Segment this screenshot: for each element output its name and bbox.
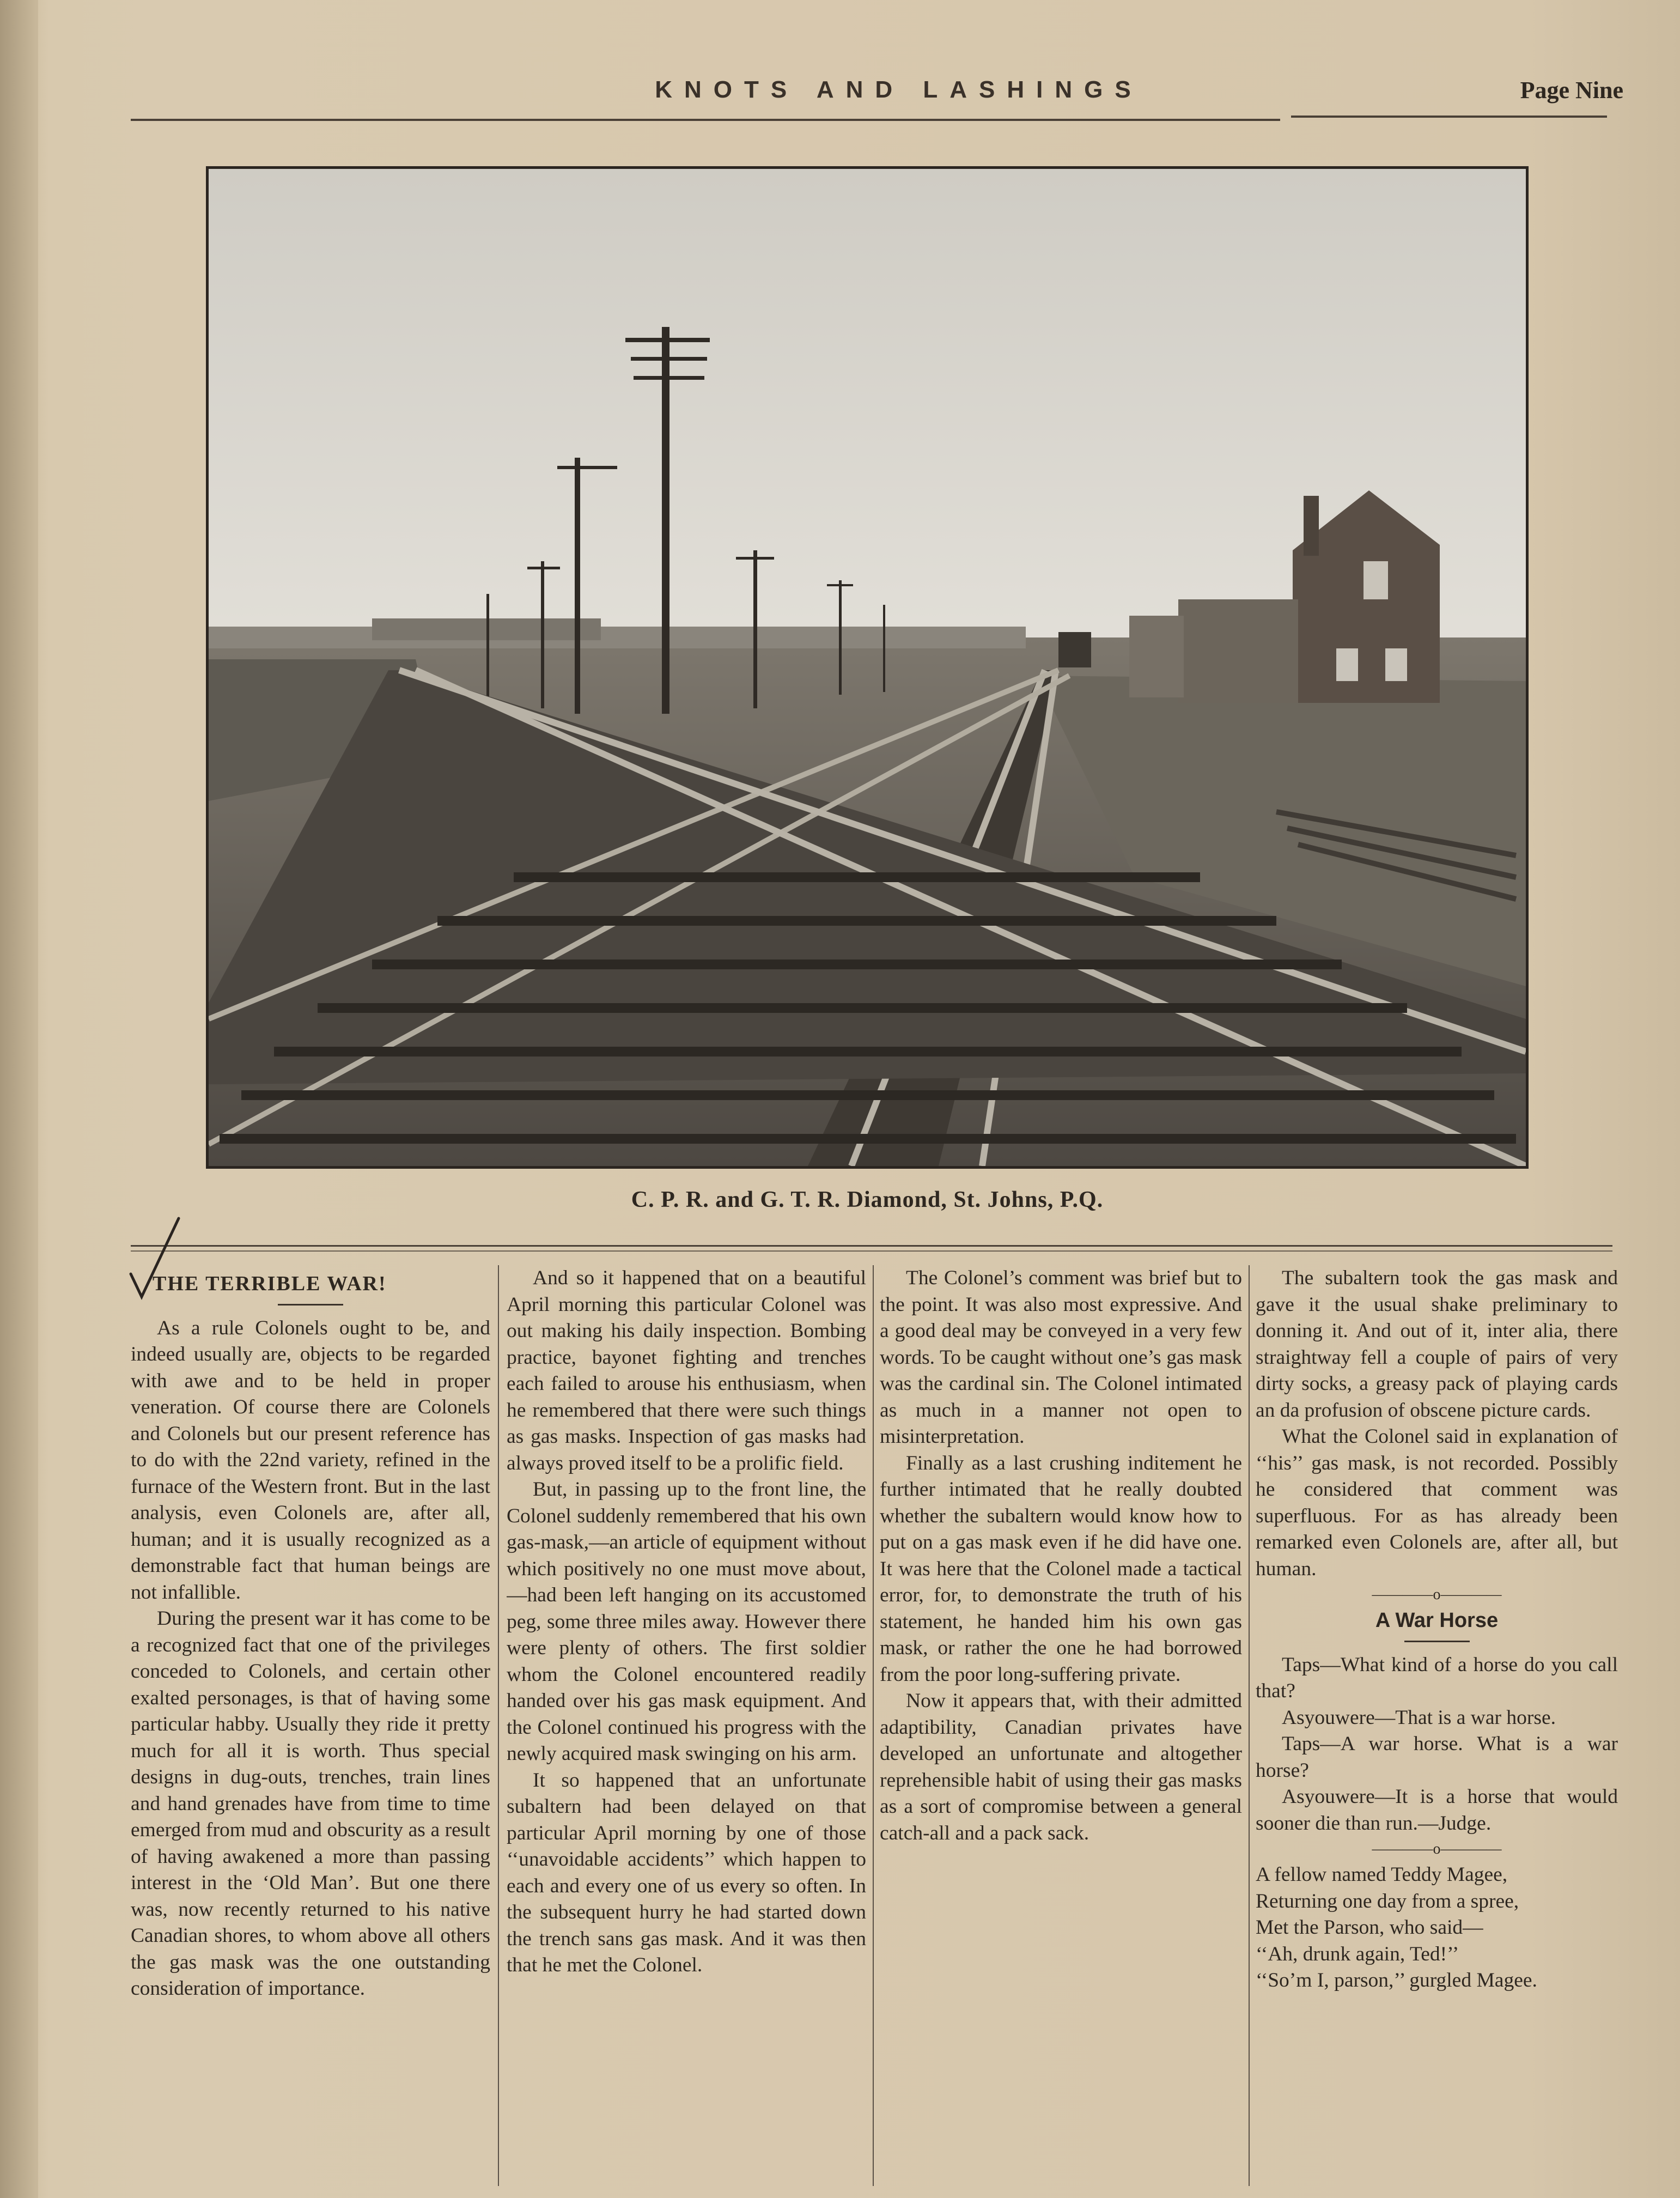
verse-line: ‘‘So’m I, parson,’’ gurgled Magee. — [1256, 1969, 1537, 1991]
photo-illustration — [209, 169, 1526, 1166]
article-paragraph: But, in passing up to the front line, the Colonel suddenly remembered that his own gas-mask,—an article of equipment without which positively no one must move about, —had been left hanging on its accustomed peg, some three miles away. However there were plenty of others. The first soldier whom the Colonel encountered readily handed over his gas mask equipment. And the Colonel continued his progress with the newly acquired mask swinging on his arm. — [507, 1478, 866, 1765]
verse-line: Returning one day from a spree, — [1256, 1890, 1519, 1912]
article-column-2 — [507, 1265, 866, 2186]
article-column-1 — [131, 1265, 490, 2186]
verse-line: Met the Parson, who said— — [1256, 1916, 1483, 1939]
article-title: THE TERRIBLE WAR! — [153, 1272, 387, 1295]
column-rule — [1249, 1265, 1250, 2186]
running-head: KNOTS AND LASHINGS — [655, 76, 1143, 103]
column-rule — [498, 1265, 499, 2186]
photo-caption: C. P. R. and G. T. R. Diamond, St. Johns, P.Q. — [631, 1187, 1104, 1212]
separator: ————o———— — [1372, 1841, 1502, 1857]
column-rule — [873, 1265, 874, 2186]
article-column-4 — [1256, 1265, 1618, 2186]
verse-line: ‘‘Ah, drunk again, Ted!’’ — [1256, 1942, 1459, 1965]
article-column-3 — [880, 1265, 1242, 2186]
section-rule — [131, 1245, 1612, 1247]
war-horse-title: A War Horse — [1375, 1609, 1499, 1632]
article-paragraph: The Colonel’s comment was brief but to the point. It was also most expressive. And a good deal may be conveyed in a very few words. To be caught without one’s gas mask was the cardinal sin. The Colonel intimated as much in a manner not open to misinterpretation. — [880, 1267, 1242, 1448]
dialogue-line: Taps—A war horse. What is a war horse? — [1256, 1733, 1618, 1782]
section-rule-thin — [131, 1250, 1612, 1252]
header-rule — [131, 119, 1280, 121]
dialogue-line: Asyouwere—That is a war horse. — [1282, 1706, 1556, 1729]
article-paragraph: And so it happened that on a beautiful April morning this particular Colonel was out making his daily inspection. Bombing practice, bayonet fighting and trenches each failed to arouse his enthusiasm, when he remembered that there were such things as gas masks. Inspection of gas masks had always proved itself to be a prolific field. — [507, 1267, 866, 1474]
article-paragraph: During the present war it has come to be a recognized fact that one of the privileges conceded to Colonels, and certain other exalted personages, is that of having some particular habby. Usually they ride it pretty much for all it is worth. Thus special designs in dug-outs, trenches, train lines and hand grenades have from time to time emerged from mud and obscurity as a result of having awakened a more than passing interest in the ‘Old Man’. But one there was, now recently returned to his native Canadian shores, to whom above all others the gas mask was the one outstanding consideration of importance. — [131, 1607, 490, 2000]
article-paragraph: Now it appears that, with their admitted adaptibility, Canadian privates have developed an unfortunate and altogether reprehensible habit of using their gas masks as a sort of compromise between a general catch-all and a pack sack. — [880, 1690, 1242, 1844]
separator: ————o———— — [1372, 1586, 1502, 1603]
article-paragraph: As a rule Colonels ought to be, and indeed usually are, objects to be regarded with awe and to be held in proper veneration. Of course there are Colonels and Colonels but our present reference has to do with the 22nd variety, refined in the furnace of the Western front. But in the last analysis, even Colonels are, after all, human; and it is usually recognized as a demonstrable fact that human beings are not infallible. — [131, 1316, 490, 1604]
title-rule — [1404, 1641, 1470, 1642]
page-number: Page Nine — [1520, 77, 1623, 104]
article-paragraph: What the Colonel said in explanation of ‘‘his’’ gas mask, is not recorded. Possibly he considered that comment was superfluous. For as has already been remarked even Colonels are, after all, but human. — [1256, 1425, 1618, 1580]
article-paragraph: It so happened that an unfortunate subaltern had been delayed on that particular April morning by one of those ‘‘unavoidable accidents’’ which happen to each and every one of us every so often. In the subsequent hurry he had started down the trench sans gas mask. And it was then that he met the Colonel. — [507, 1769, 866, 1976]
dialogue-line: Asyouwere—It is a horse that would sooner die than run.—Judge. — [1256, 1786, 1618, 1835]
dialogue-line: Taps—What kind of a horse do you call that? — [1256, 1653, 1618, 1702]
article-paragraph: The subaltern took the gas mask and gave it the usual shake preliminary to donning it. And out of it, inter alia, there straightway fell a couple of pairs of very dirty socks, a greasy pack of playing cards an da profusion of obscene picture cards. — [1256, 1267, 1618, 1422]
title-rule — [278, 1304, 343, 1306]
verse-line: A fellow named Teddy Magee, — [1256, 1863, 1508, 1886]
railway-diamond-photo — [206, 166, 1529, 1169]
binding-gutter — [0, 0, 38, 2198]
article-paragraph: Finally as a last crushing inditement he further intimated that he really doubted whether the subaltern would know how to put on a gas mask even if he did have one. It was here that the Colonel made a tactical error, for, to demonstrate the truth of his statement, he handed him his own gas mask, or rather the one he had borrowed from the poor long-suffering private. — [880, 1452, 1242, 1686]
header-rule-right — [1291, 116, 1607, 118]
